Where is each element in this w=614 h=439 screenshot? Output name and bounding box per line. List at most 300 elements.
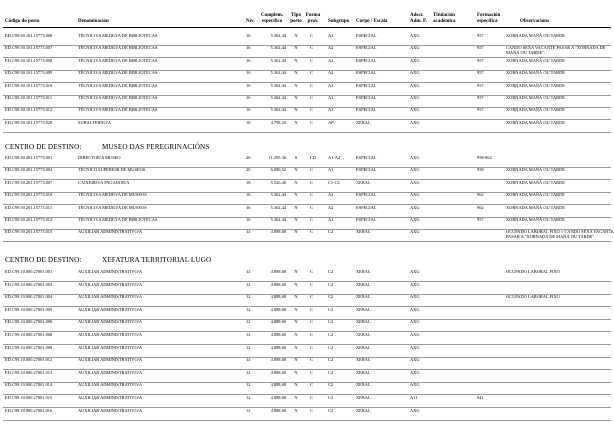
cell-forma: C — [310, 167, 313, 173]
cell-tipo: N — [294, 70, 298, 76]
cell-subgrupo: C2 — [328, 319, 334, 325]
cell-tipo: N — [294, 204, 298, 210]
cell-formacion: 957 — [477, 95, 484, 100]
header-denominacion: Denominación — [78, 19, 109, 24]
cell-complem: 5.362,44 — [270, 217, 286, 222]
cell-corpo: XERAL — [356, 229, 371, 235]
cell-forma: C — [310, 95, 313, 100]
cell-denominacion: TÉCNICO/A MEDIO/A DE BIBLIOTECAS — [78, 33, 158, 38]
cell-observacions: OCUPADO LABORAL FIXO // CANDO SEXA VACANTE PASAR A "XORNADA DE MAÑÁ OU TARDE". — [506, 229, 614, 239]
cell-denominacion: TÉCNICO/A MEDIO/A DE MUSEOS — [78, 204, 147, 210]
section-label: CENTRO DE DESTINO: — [5, 143, 82, 151]
cell-formacion: 957 — [477, 217, 484, 222]
header-rule — [3, 27, 611, 28]
cell-denominacion: AUXILIAR ADMINISTRATIVO/A — [78, 294, 143, 300]
cell-complem: 4.888,68 — [270, 344, 286, 350]
header-tipo-line1: Tipo — [291, 13, 301, 18]
cell-tipo: N — [294, 344, 298, 350]
cell-adscr: AXG — [410, 204, 420, 210]
cell-subgrupo: A2 — [328, 107, 334, 113]
cell-subgrupo: A1-A2 — [328, 155, 341, 160]
cell-subgrupo: A1 — [328, 167, 334, 173]
cell-tipo: N — [294, 217, 298, 222]
cell-formacion: 957 — [477, 57, 484, 63]
table-row — [0, 156, 614, 168]
cell-tipo: N — [294, 192, 298, 198]
table-row — [0, 295, 614, 307]
header-titulacion — [433, 13, 456, 24]
cell-adscr: AXG — [410, 357, 420, 363]
table-row — [0, 230, 614, 242]
cell-nivel: 16 — [246, 70, 251, 76]
header-tipo — [288, 13, 304, 24]
cell-adscr: AXG — [410, 306, 420, 312]
cell-complem: 5.362,44 — [270, 204, 286, 210]
cell-nivel: 12 — [246, 294, 251, 300]
cell-adscr: AXG — [410, 155, 420, 160]
cell-complem: 6.080,52 — [270, 167, 286, 173]
cell-subgrupo: A2 — [328, 192, 334, 198]
cell-formacion: 957 — [477, 45, 484, 51]
cell-denominacion: TÉCNICO/A MEDIO/A DE BIBLIOTECAS — [78, 70, 158, 76]
cell-tipo: N — [294, 294, 298, 300]
cell-corpo: ESPECIAL — [356, 167, 377, 173]
table-row — [0, 218, 614, 230]
cell-nivel: 12 — [246, 229, 251, 235]
cell-forma: C — [310, 179, 313, 185]
cell-adscr: AXG — [410, 70, 420, 76]
cell-code: ED.C99.10.000.27001.005 — [5, 306, 53, 312]
table-row — [0, 396, 614, 408]
cell-corpo: XERAL — [356, 319, 371, 325]
cell-denominacion: AUXILIAR ADMINISTRATIVO/A — [78, 306, 143, 312]
cell-forma: C — [310, 119, 313, 125]
cell-complem: 4.888,68 — [270, 357, 286, 363]
cell-complem: 4.888,68 — [270, 407, 286, 413]
cell-forma: C — [310, 57, 313, 63]
cell-formacion: 957 — [477, 70, 484, 76]
row-divider — [3, 132, 611, 133]
table-row — [0, 193, 614, 205]
cell-code: ED.C99.50.201.15773.007 — [5, 179, 53, 185]
cell-code: ED.C99.10.000.27001.004 — [5, 294, 53, 300]
cell-tipo: N — [294, 45, 298, 51]
header-adscr-line2: Adm. P. — [410, 18, 427, 24]
cell-observacions: XORNADA MAÑÁ OU TARDE — [506, 33, 565, 38]
cell-code: ED.C99.10.000.27001.014 — [5, 382, 53, 388]
cell-corpo: ESPECIAL — [356, 45, 377, 51]
cell-observacions: XORNADA MAÑÁ OU TARDE — [506, 57, 565, 63]
cell-tipo: N — [294, 82, 298, 88]
cell-tipo: N — [294, 95, 298, 100]
cell-nivel: 12 — [246, 382, 251, 388]
cell-subgrupo: C2 — [328, 269, 334, 274]
cell-subgrupo: C2 — [328, 382, 334, 388]
cell-adscr: AXG — [410, 217, 420, 222]
cell-code: ED.C99.10.000.27001.006 — [5, 319, 53, 325]
cell-corpo: XERAL — [356, 407, 371, 413]
cell-tipo: N — [294, 229, 298, 235]
header-subgrupo: Subgrupo — [328, 19, 350, 24]
cell-code: ED.C99.10.000.27001.012 — [5, 357, 53, 363]
cell-adscr: AXG — [410, 45, 420, 51]
section-title: MUSEO DAS PEREGRINACIÓNS — [102, 143, 210, 151]
cell-code: ED.C99.50.201.15773.004 — [5, 167, 53, 173]
row-divider — [3, 420, 611, 421]
header-adscr-line1: Adscr. — [410, 13, 424, 18]
cell-corpo: XERAL — [356, 382, 371, 388]
cell-nivel: 16 — [246, 95, 251, 100]
cell-corpo: XERAL — [356, 369, 371, 375]
cell-complem: 4.888,68 — [270, 319, 286, 325]
cell-nivel: 16 — [246, 45, 251, 51]
cell-tipo: S — [294, 155, 298, 160]
cell-code: ED.C99.50.201.15773.001 — [5, 155, 53, 160]
cell-corpo: XERAL — [356, 332, 371, 337]
cell-code: ED.C99.50.201.15773.012 — [5, 217, 53, 222]
cell-denominacion: TÉCNICO/A MEDIO/A DE BIBLIOTECAS — [78, 82, 158, 88]
cell-complem: 4.888,68 — [270, 369, 286, 375]
cell-adscr: AXG — [410, 269, 420, 274]
cell-subgrupo: C2 — [328, 294, 334, 300]
cell-subgrupo: C2 — [328, 332, 334, 337]
cell-complem: 5.362,44 — [270, 95, 286, 100]
header-formacion-line1: Formación — [477, 13, 501, 18]
cell-tipo: N — [294, 306, 298, 312]
cell-nivel: 16 — [246, 82, 251, 88]
cell-nivel: 20 — [246, 167, 251, 173]
cell-complem: 5.362,44 — [270, 82, 286, 88]
cell-nivel: 12 — [246, 344, 251, 350]
cell-adscr: AXG — [410, 119, 420, 125]
table-row — [0, 320, 614, 332]
cell-complem: 4.888,68 — [270, 395, 286, 400]
cell-tipo: N — [294, 119, 298, 125]
header-codigo: Código do posto — [5, 19, 40, 24]
cell-adscr: AXG — [410, 167, 420, 173]
cell-code: ED.C99.50.101.15773.006 — [5, 33, 53, 38]
cell-denominacion: AUXILIAR ADMINISTRATIVO/A — [78, 319, 143, 325]
cell-observacions: XORNADA MAÑÁ OU TARDE — [506, 95, 565, 100]
row-divider — [3, 241, 611, 242]
cell-corpo: XERAL — [356, 357, 371, 363]
cell-forma: LD — [310, 155, 316, 160]
cell-forma: C — [310, 107, 313, 113]
cell-corpo: XERAL — [356, 344, 371, 350]
cell-code: ED.C99.10.000.27001.016 — [5, 407, 53, 413]
cell-observacions: XORNADA MAÑÁ OU TARDE — [506, 204, 565, 210]
header-formacion-line2: específica — [477, 18, 498, 24]
cell-tipo: N — [294, 269, 298, 274]
cell-code: ED.C99.10.000.27001.009 — [5, 344, 53, 350]
cell-tipo: N — [294, 395, 298, 400]
cell-denominacion: TÉCNICO/A MEDIO/A DE MUSEOS — [78, 192, 147, 198]
cell-denominacion: AUXILIAR ADMINISTRATIVO/A — [78, 395, 143, 400]
cell-complem: 5.362,44 — [270, 70, 286, 76]
section-heading-xefatura — [5, 256, 211, 264]
table-row — [0, 206, 614, 218]
cell-complem: 4.888,68 — [270, 382, 286, 388]
header-adscr — [410, 13, 427, 24]
cell-denominacion: TÉCNICO/A MEDIO/A DE BIBLIOTECAS — [78, 107, 158, 113]
table-row — [0, 371, 614, 383]
cell-subgrupo: A2 — [328, 57, 334, 63]
cell-subgrupo: A2 — [328, 33, 334, 38]
cell-forma: C — [310, 407, 313, 413]
cell-nivel: 18 — [246, 179, 251, 185]
cell-tipo: N — [294, 179, 298, 185]
cell-nivel: 12 — [246, 369, 251, 375]
cell-nivel: 12 — [246, 269, 251, 274]
cell-subgrupo: C2 — [328, 357, 334, 363]
section-label: CENTRO DE DESTINO: — [5, 256, 82, 264]
cell-complem: 4.888,68 — [270, 294, 286, 300]
cell-complem: 5.526,48 — [270, 179, 286, 185]
header-forma-line1: Forma — [305, 13, 321, 18]
cell-tipo: N — [294, 369, 298, 375]
cell-nivel: 16 — [246, 33, 251, 38]
cell-code: ED.C99.10.000.27001.013 — [5, 369, 53, 375]
cell-denominacion: TÉCNICO/A MEDIO/A DE BIBLIOTECAS — [78, 217, 158, 222]
cell-adscr: AXG — [410, 57, 420, 63]
cell-tipo: N — [294, 357, 298, 363]
cell-code: ED.C99.50.201.15773.010 — [5, 192, 53, 198]
cell-adscr: AXG — [410, 407, 420, 413]
cell-nivel: 26 — [246, 155, 251, 160]
cell-subgrupo: A2 — [328, 217, 334, 222]
cell-subgrupo: AP — [328, 119, 334, 125]
cell-denominacion: TÉCNICO SUPERIOR DE MUSEOS — [78, 167, 146, 173]
table-row — [0, 346, 614, 358]
table-row — [0, 71, 614, 83]
table-row — [0, 283, 614, 295]
cell-adscr: AXG — [410, 281, 420, 287]
cell-nivel: 12 — [246, 319, 251, 325]
cell-adscr: AXG — [410, 82, 420, 88]
cell-adscr: AXG — [410, 179, 420, 185]
cell-formacion: 957 — [477, 107, 484, 113]
cell-corpo: ESPECIAL — [356, 33, 377, 38]
cell-observacions: XORNADA MAÑÁ OU TARDE — [506, 167, 565, 173]
cell-subgrupo: C2 — [328, 229, 334, 235]
cell-code: ED.C99.50.101.15773.020 — [5, 119, 53, 125]
cell-nivel: 12 — [246, 332, 251, 337]
cell-nivel: 12 — [246, 357, 251, 363]
cell-adscr: AXG — [410, 107, 420, 113]
table-row — [0, 34, 614, 46]
table-row — [0, 46, 614, 58]
table-row — [0, 108, 614, 120]
header-corpo: Corpo / Escala — [356, 19, 388, 24]
cell-forma: C — [310, 357, 313, 363]
cell-adscr: AXG — [410, 229, 420, 235]
cell-forma: C — [310, 281, 313, 287]
cell-forma: C — [310, 33, 313, 38]
cell-formacion: 958 — [477, 167, 484, 173]
cell-subgrupo: C2 — [328, 395, 334, 400]
cell-subgrupo: C2 — [328, 281, 334, 287]
cell-denominacion: AUXILIAR ADMINISTRATIVO/A — [78, 229, 143, 235]
cell-forma: C — [310, 332, 313, 337]
cell-forma: C — [310, 269, 313, 274]
header-complem-line2: específico — [261, 18, 283, 24]
header-complem-line1: Complem. — [260, 13, 284, 18]
cell-denominacion: AUXILIAR ADMINISTRATIVO/A — [78, 382, 143, 388]
cell-nivel: 16 — [246, 57, 251, 63]
cell-tipo: N — [294, 167, 298, 173]
cell-complem: 4.888,68 — [270, 229, 286, 235]
cell-subgrupo: A2 — [328, 95, 334, 100]
cell-subgrupo: A2 — [328, 70, 334, 76]
cell-forma: C — [310, 294, 313, 300]
cell-adscr: AXG — [410, 319, 420, 325]
header-complem — [256, 13, 288, 24]
cell-tipo: N — [294, 382, 298, 388]
cell-complem: 4.888,68 — [270, 306, 286, 312]
cell-adscr: AXG — [410, 382, 420, 388]
cell-denominacion: AUXILIAR ADMINISTRATIVO/A — [78, 369, 143, 375]
cell-nivel: 12 — [246, 281, 251, 287]
cell-forma: C — [310, 82, 313, 88]
cell-corpo: ESPECIAL — [356, 70, 377, 76]
cell-denominacion: TÉCNICO/A MEDIO/A DE BIBLIOTECAS — [78, 45, 158, 51]
cell-tipo: N — [294, 332, 298, 337]
header-tipo-line2: posto — [290, 18, 302, 24]
cell-forma: C — [310, 344, 313, 350]
cell-nivel: 10 — [246, 119, 251, 125]
cell-tipo: N — [294, 281, 298, 287]
table-row — [0, 84, 614, 96]
cell-denominacion: AUXILIAR ADMINISTRATIVO/A — [78, 344, 143, 350]
cell-denominacion: TÉCNICO/A MEDIO/A DE BIBLIOTECAS — [78, 57, 158, 63]
cell-forma: C — [310, 70, 313, 76]
table-row — [0, 59, 614, 71]
cell-formacion: 962 — [477, 204, 484, 210]
cell-denominacion: AUXILIAR ADMINISTRATIVO/A — [78, 269, 143, 274]
cell-complem: 5.362,44 — [270, 57, 286, 63]
cell-nivel: 16 — [246, 107, 251, 113]
cell-code: ED.C99.10.000.27001.003 — [5, 281, 53, 287]
cell-corpo: XERAL — [356, 395, 371, 400]
cell-nivel: 12 — [246, 395, 251, 400]
header-titulacion-line1: Titulación — [433, 13, 455, 18]
table-row — [0, 181, 614, 193]
cell-denominacion: AUXILIAR ADMINISTRATIVO/A — [78, 357, 143, 363]
cell-observacions: XORNADA MAÑÁ OU TARDE — [506, 70, 565, 76]
cell-tipo: N — [294, 407, 298, 413]
cell-subgrupo: C2 — [328, 306, 334, 312]
cell-code: ED.C99.50.101.15773.011 — [5, 95, 53, 100]
cell-corpo: ESPECIAL — [356, 95, 377, 100]
cell-forma: C — [310, 369, 313, 375]
cell-denominacion: AUXILIAR ADMINISTRATIVO/A — [78, 407, 143, 413]
cell-forma: C — [310, 204, 313, 210]
cell-subgrupo: C2 — [328, 407, 334, 413]
cell-complem: 4.888,68 — [270, 281, 286, 287]
cell-denominacion: CAIXEIRO/A PAGADOR/A — [78, 179, 130, 185]
cell-subgrupo: C2 — [328, 369, 334, 375]
cell-formacion: 641 — [477, 395, 484, 400]
header-observacions: Observacións — [520, 19, 549, 24]
cell-code: ED.C99.10.000.27001.015 — [5, 395, 53, 400]
cell-complem: 5.362,44 — [270, 107, 286, 113]
cell-code: ED.C99.50.101.15773.007 — [5, 45, 53, 51]
cell-observacions: XORNADA MAÑÁ OU TARDE — [506, 217, 565, 222]
cell-code: ED.C99.50.101.15773.012 — [5, 107, 53, 113]
cell-code: ED.C99.50.101.15773.009 — [5, 70, 53, 76]
cell-code: ED.C99.50.101.15773.008 — [5, 57, 53, 63]
cell-tipo: N — [294, 319, 298, 325]
cell-corpo: ESPECIAL — [356, 82, 377, 88]
table-row — [0, 409, 614, 421]
cell-observacions: OCUPADO LABORAL FIXO — [506, 294, 560, 300]
header-formacion — [477, 13, 500, 24]
cell-complem: 4.798,20 — [270, 119, 286, 125]
cell-adscr: AXG — [410, 332, 420, 337]
cell-corpo: XERAL — [356, 294, 371, 300]
header-forma — [303, 13, 323, 24]
cell-denominacion: TÉCNICO/A MEDIO/A DE BIBLIOTECAS — [78, 95, 158, 100]
cell-corpo: XERAL — [356, 269, 371, 274]
cell-formacion: 957 — [477, 82, 484, 88]
cell-adscr: AXG — [410, 33, 420, 38]
cell-adscr: AXG — [410, 294, 420, 300]
cell-corpo: XERAL — [356, 179, 371, 185]
cell-observacions: XORNADA MAÑÁ OU TARDE — [506, 107, 565, 113]
cell-complem: 5.362,44 — [270, 192, 286, 198]
cell-forma: C — [310, 45, 313, 51]
cell-corpo: XERAL — [356, 119, 371, 125]
header-nivel: Nív. — [246, 19, 255, 24]
cell-forma: C — [310, 382, 313, 388]
cell-code: ED.C99.10.000.27001.008 — [5, 332, 53, 337]
cell-corpo: ESPECIAL — [356, 107, 377, 113]
cell-formacion: 957 — [477, 33, 484, 38]
cell-code: ED.C99.50.201.15773.015 — [5, 229, 53, 235]
cell-corpo: ESPECIAL — [356, 57, 377, 63]
cell-complem: 4.888,68 — [270, 332, 286, 337]
cell-denominacion: AUXILIAR ADMINISTRATIVO/A — [78, 332, 143, 337]
table-row — [0, 308, 614, 320]
cell-complem: 5.362,44 — [270, 45, 286, 51]
cell-nivel: 16 — [246, 217, 251, 222]
cell-subgrupo: C2 — [328, 344, 334, 350]
section-title: XEFATURA TERRITORIAL LUGO — [102, 256, 212, 264]
cell-formacion: 958-962 — [477, 155, 492, 160]
cell-tipo: N — [294, 107, 298, 113]
cell-forma: C — [310, 319, 313, 325]
cell-corpo: ESPECIAL — [356, 204, 377, 210]
cell-complem: 4.888,68 — [270, 269, 286, 274]
cell-forma: C — [310, 395, 313, 400]
cell-observacions: CANDO SEXA VACANTE PASAR A "XORNADA DE MAÑÁ OU TARDE". — [506, 45, 606, 55]
cell-nivel: 16 — [246, 192, 251, 198]
cell-denominacion: AUXILIAR ADMINISTRATIVO/A — [78, 281, 143, 287]
cell-corpo: ESPECIAL — [356, 217, 377, 222]
cell-corpo: ESPECIAL — [356, 155, 377, 160]
cell-complem: 11.295,36 — [268, 155, 286, 160]
table-row — [0, 270, 614, 282]
cell-observacions: XORNADA MAÑÁ OU TARDE — [506, 82, 565, 88]
cell-observacions: XORNADA MAÑÁ OU TARDE — [506, 192, 565, 198]
cell-adscr: AXG — [410, 192, 420, 198]
cell-corpo: ESPECIAL — [356, 192, 377, 198]
cell-nivel: 12 — [246, 306, 251, 312]
cell-forma: C — [310, 192, 313, 198]
cell-observacions: XORNADA MAÑÁ OU TARDE — [506, 179, 565, 185]
cell-adscr: A11 — [410, 395, 418, 400]
cell-code: ED.C99.50.201.15773.011 — [5, 204, 53, 210]
